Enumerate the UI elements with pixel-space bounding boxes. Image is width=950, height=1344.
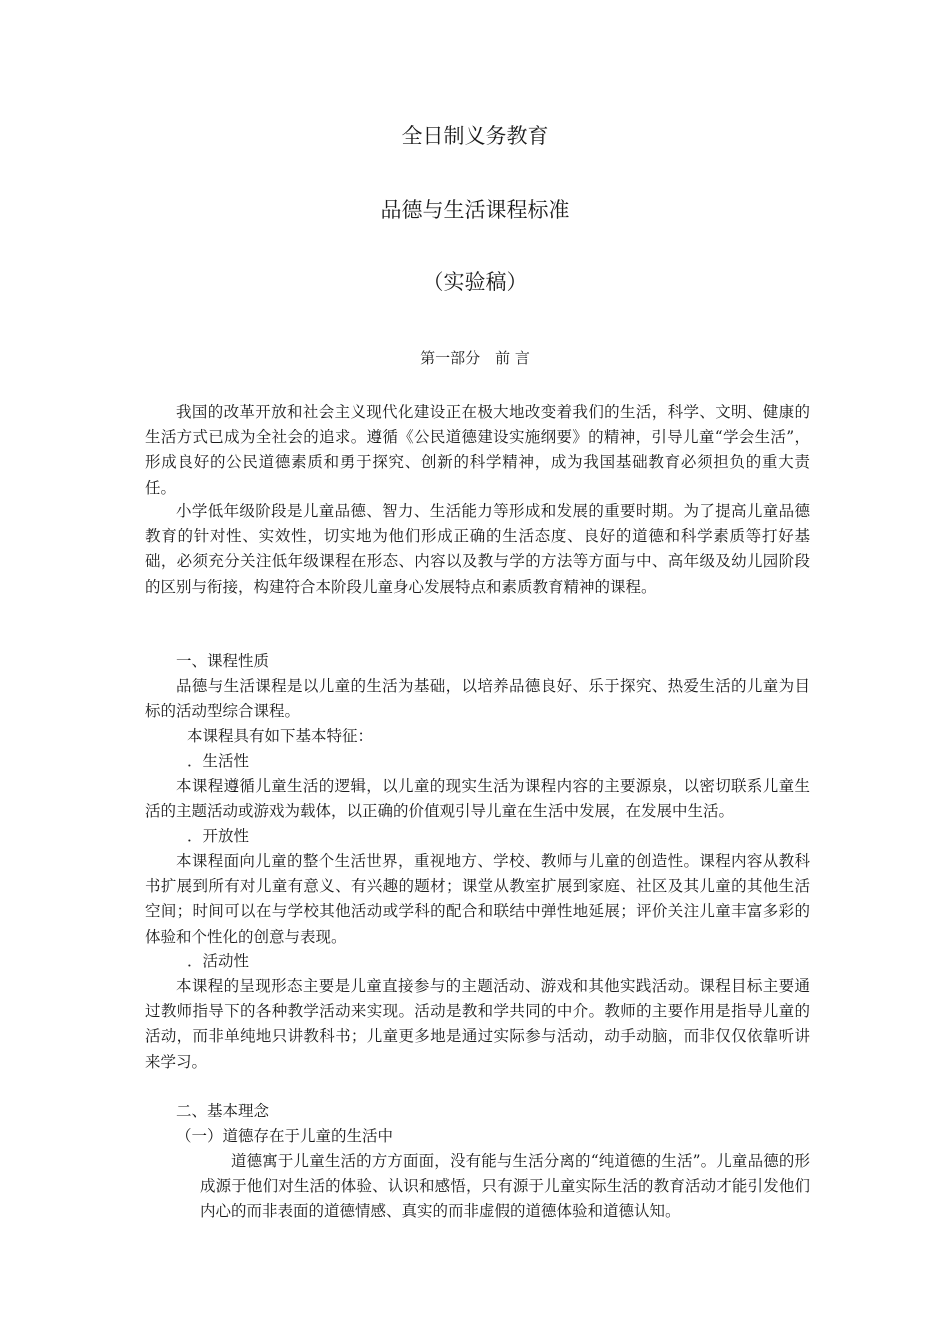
- doc-title-line3: （实验稿）: [422, 270, 528, 294]
- doc-title-line1: 全日制义务教育: [401, 124, 549, 148]
- intro-paragraph-1: 我国的改革开放和社会主义现代化建设正在极大地改变着我们的生活，科学、文明、健康的生活方式已成为全社会的追求。遵循《公民道德建设实施纲要》的精神，引导儿童“学会生活”，形成良好的公民道德素质和勇于探究、创新的科学精神，成为我国基础教育必须担负的重大责任。: [145, 403, 810, 497]
- section-1-paragraph-1: 品德与生活课程是以儿童的生活为基础，以培养品德良好、乐于探究、热爱生活的儿童为目标的活动型综合课程。: [145, 677, 810, 721]
- feature-2-label: ．开放性: [187, 827, 250, 845]
- subsection-1-text: 道德寓于儿童生活的方方面面，没有能与生活分离的“纯道德的生活”。儿童品德的形成源于他们对生活的体验、认识和感悟，只有源于儿童实际生活的教育活动才能引发他们内心的而非表面的道德情感、真实的而非虚假的道德体验和道德认知。: [200, 1152, 810, 1221]
- feature-3-text: 本课程的呈现形态主要是儿童直接参与的主题活动、游戏和其他实践活动。课程目标主要通过教师指导下的各种教学活动来实现。活动是教和学共同的中介。教师的主要作用是指导儿童的活动，而非单纯地只讲教科书；儿童更多地是通过实际参与活动，动手动脑，而非仅仅依靠听讲来学习。: [145, 977, 810, 1071]
- feature-1-text: 本课程遵循儿童生活的逻辑，以儿童的现实生活为课程内容的主要源泉，以密切联系儿童生活的主题活动或游戏为载体，以正确的价值观引导儿童在生活中发展，在发展中生活。: [145, 777, 810, 821]
- subsection-1-heading: （一）道德存在于儿童的生活中: [176, 1127, 394, 1145]
- section-1-heading: 一、课程性质: [176, 652, 270, 670]
- doc-title-line2: 品德与生活课程标准: [380, 198, 570, 222]
- intro-paragraph-2: 小学低年级阶段是儿童品德、智力、生活能力等形成和发展的重要时期。为了提高儿童品德教育的针对性、实效性，切实地为他们形成正确的生活态度、良好的道德和科学素质等打好基础，必须充分关注低年级课程在形态、内容以及教与学的方法等方面与中、高年级及幼儿园阶段的区别与衔接，构建符合本阶段儿童身心发展特点和素质教育精神的课程。: [145, 502, 810, 596]
- feature-3-label: ．活动性: [187, 952, 250, 970]
- part-heading: 第一部分 前 言: [420, 349, 530, 367]
- section-1-paragraph-2: 本课程具有如下基本特征：: [187, 727, 374, 745]
- feature-2-text: 本课程面向儿童的整个生活世界，重视地方、学校、教师与儿童的创造性。课程内容从教科书扩展到所有对儿童有意义、有兴趣的题材；课堂从教室扩展到家庭、社区及其儿童的其他生活空间；时间可以在与学校其他活动或学科的配合和联结中弹性地延展；评价关注儿童丰富多彩的体验和个性化的创意与表现。: [145, 852, 810, 946]
- feature-1-label: ．生活性: [187, 752, 250, 770]
- section-2-heading: 二、基本理念: [176, 1102, 270, 1120]
